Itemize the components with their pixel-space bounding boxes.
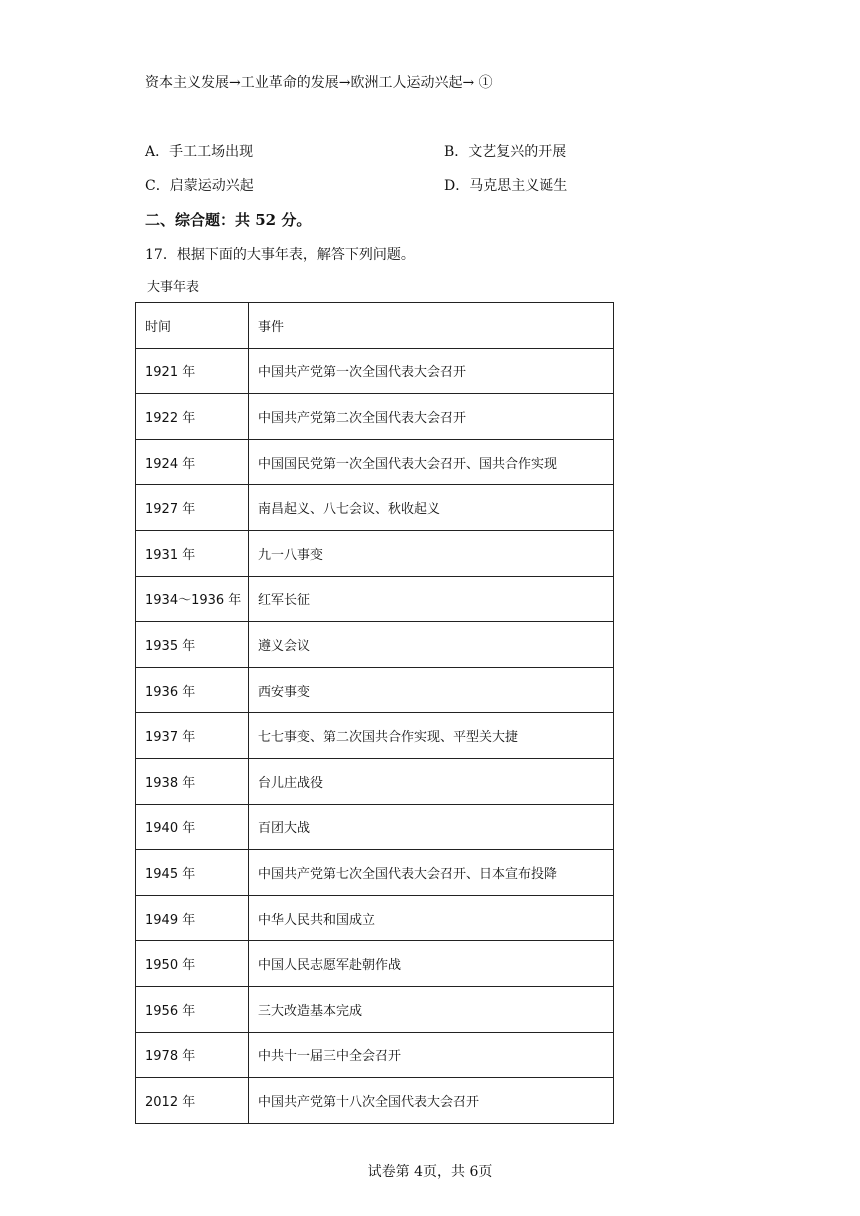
event-cell: 七七事变、第二次国共合作实现、平型关大捷 [249,713,614,759]
header-event: 事件 [249,303,614,349]
year-cell: 1938 年 [136,758,249,804]
event-cell: 九一八事变 [249,530,614,576]
year-cell: 1978 年 [136,1032,249,1078]
event-cell: 中共十一届三中全会召开 [249,1032,614,1078]
year-cell: 1940 年 [136,804,249,850]
event-cell: 中国共产党第七次全国代表大会召开、日本宣布投降 [249,850,614,896]
year-cell: 1936 年 [136,667,249,713]
event-cell: 中国共产党第十八次全国代表大会召开 [249,1078,614,1124]
year-cell: 1956 年 [136,986,249,1032]
event-cell: 中国共产党第二次全国代表大会召开 [249,394,614,440]
event-cell: 三大改造基本完成 [249,986,614,1032]
table-row [136,348,614,394]
year-cell: 1935 年 [136,622,249,668]
table-row [136,804,614,850]
question-stem: 资本主义发展→工业革命的发展→欧洲工人运动兴起→ ① [145,75,493,91]
table-row [136,394,614,440]
header-time: 时间 [136,303,249,349]
year-cell: 1931 年 [136,530,249,576]
option-b: B．文艺复兴的开展 [444,144,567,160]
event-cell: 台儿庄战役 [249,758,614,804]
event-cell: 遵义会议 [249,622,614,668]
year-cell: 1922 年 [136,394,249,440]
year-cell: 2012 年 [136,1078,249,1124]
table-row [136,986,614,1032]
event-cell: 南昌起义、八七会议、秋收起义 [249,485,614,531]
event-cell: 中国国民党第一次全国代表大会召开、国共合作实现 [249,439,614,485]
year-cell: 1934～1936 年 [136,576,249,622]
page-footer: 试卷第 4页，共 6页 [367,1164,493,1180]
event-cell: 中国共产党第一次全国代表大会召开 [249,348,614,394]
event-cell: 西安事变 [249,667,614,713]
table-row [136,576,614,622]
year-cell: 1927 年 [136,485,249,531]
year-cell: 1937 年 [136,713,249,759]
year-cell: 1950 年 [136,941,249,987]
option-a: A．手工工场出现 [145,144,254,160]
table-row [136,758,614,804]
event-cell: 中国人民志愿军赴朝作战 [249,941,614,987]
option-d: D．马克思主义诞生 [444,178,568,194]
table-row [136,850,614,896]
table-row [136,667,614,713]
timeline-table [135,302,614,1124]
table-row [136,1032,614,1078]
table-header-row [136,303,614,349]
section-title: 二、综合题：共 52 分。 [145,211,312,229]
year-cell: 1921 年 [136,348,249,394]
table-caption: 大事年表 [147,280,200,295]
year-cell: 1945 年 [136,850,249,896]
event-cell: 红军长征 [249,576,614,622]
event-cell: 中华人民共和国成立 [249,895,614,941]
table-row [136,941,614,987]
question-17-text: 17．根据下面的大事年表，解答下列问题。 [145,247,415,263]
table-row [136,895,614,941]
table-row [136,622,614,668]
table-row [136,530,614,576]
table-row [136,713,614,759]
table-row [136,485,614,531]
year-cell: 1949 年 [136,895,249,941]
option-c: C．启蒙运动兴起 [145,178,254,194]
year-cell: 1924 年 [136,439,249,485]
table-row [136,1078,614,1124]
event-cell: 百团大战 [249,804,614,850]
table-row [136,439,614,485]
